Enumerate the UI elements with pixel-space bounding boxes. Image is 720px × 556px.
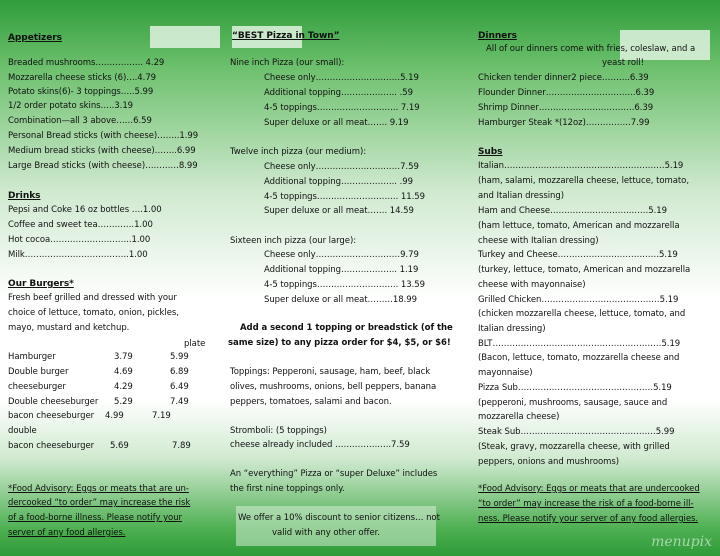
burger-price: 4.29 bbox=[114, 382, 133, 392]
food-advisory-left: of a food-borne illness. Please notify your bbox=[8, 513, 182, 523]
sub-line: (ham lettuce, tomato, American and mozzarella bbox=[478, 221, 680, 231]
appetizer-item: Medium bread sticks (with cheese)……..6.99 bbox=[8, 146, 196, 156]
burgers-heading: Our Burgers* bbox=[8, 279, 74, 289]
appetizer-item: Potato skins(6)- 3 toppings…..5.99 bbox=[8, 87, 154, 97]
pizza-price-item: Cheese only…………………………5.19 bbox=[264, 73, 419, 83]
plate-label: plate bbox=[184, 339, 206, 349]
pizza-price-item: Cheese only…………………………9.79 bbox=[264, 250, 419, 260]
pizza-toppings: olives, mushrooms, onions, bell peppers, banana bbox=[230, 382, 437, 392]
dinners-heading: Dinners bbox=[478, 31, 517, 41]
stromboli: Stromboli: (5 toppings) bbox=[230, 426, 327, 436]
food-advisory-left: server of any food allergies. bbox=[8, 528, 126, 538]
sub-line: cheese with Italian dressing) bbox=[478, 236, 599, 246]
sub-line: Ham and Cheese………………………..……5.19 bbox=[478, 206, 667, 216]
food-advisory-right: “to order” may increase the risk of a food-borne ill- bbox=[478, 499, 694, 509]
right-column bbox=[462, 0, 720, 556]
burger-name: double bbox=[8, 426, 37, 436]
sub-line: BLT……………………………………………………5.19 bbox=[478, 339, 681, 349]
burger-name: cheeseburger bbox=[8, 382, 66, 392]
sub-line: Pizza Sub…………………………………………5.19 bbox=[478, 383, 672, 393]
pizza-toppings: peppers, tomatoes, salami and bacon. bbox=[230, 397, 392, 407]
dinners-intro: All of our dinners come with fries, coleslaw, and a bbox=[486, 44, 696, 54]
sub-line: mayonnaise) bbox=[478, 368, 533, 378]
burger-price: 5.29 bbox=[114, 397, 133, 407]
appetizers-heading: Appetizers bbox=[8, 33, 62, 43]
sub-line: Grilled Chicken……………………………………5.19 bbox=[478, 295, 679, 305]
stromboli: cheese already included ………………..7.59 bbox=[230, 440, 410, 450]
burger-name: Double cheeseburger bbox=[8, 397, 99, 407]
pizza-price-item: 4-5 toppings……………………….. 13.59 bbox=[264, 280, 425, 290]
burger-price: 4.99 bbox=[105, 411, 124, 421]
sub-line: Turkey and Cheese………………………………5.19 bbox=[478, 250, 678, 260]
sub-line: (ham, salami, mozzarella cheese, lettuce, tomato, bbox=[478, 176, 689, 186]
everything-pizza-note: An “everything” Pizza or “super Deluxe” includes bbox=[230, 469, 438, 479]
dinner-item: Shrimp Dinner…………………………….6.39 bbox=[478, 103, 654, 113]
sub-line: Steak Sub…………………………………………5.99 bbox=[478, 427, 675, 437]
sub-line: (pepperoni, mushrooms, sausage, sauce and bbox=[478, 398, 668, 408]
pizza-toppings: Toppings: Pepperoni, sausage, ham, beef, black bbox=[230, 367, 431, 377]
subs-heading: Subs bbox=[478, 147, 503, 157]
pizza-price-item: Additional topping……………….. .99 bbox=[264, 177, 413, 187]
food-advisory-left: dercooked “to order” may increase the risk bbox=[8, 498, 191, 508]
watermark: menupix bbox=[651, 534, 712, 550]
senior-discount: valid with any other offer. bbox=[272, 528, 380, 538]
pizza-price-item: Super deluxe or all meat……. 9.19 bbox=[264, 118, 409, 128]
burger-plate-price: 7.19 bbox=[152, 411, 171, 421]
burger-plate-price: 7.89 bbox=[172, 441, 191, 451]
burger-plate-price: 7.49 bbox=[170, 397, 189, 407]
everything-pizza-note: the first nine toppings only. bbox=[230, 484, 345, 494]
pizza-price-item: Super deluxe or all meat………18.99 bbox=[264, 295, 417, 305]
middle-column bbox=[222, 0, 462, 556]
appetizer-item: Mozzarella cheese sticks (6)….4.79 bbox=[8, 73, 157, 83]
burger-price: 4.69 bbox=[114, 367, 133, 377]
burger-plate-price: 6.89 bbox=[170, 367, 189, 377]
sub-line: (Bacon, lettuce, tomato, mozzarella cheese and bbox=[478, 353, 680, 363]
pizza-size-heading: Sixteen inch pizza (our large): bbox=[230, 236, 357, 246]
dinners-intro: yeast roll! bbox=[602, 58, 645, 68]
burgers-description: choice of lettuce, tomato, onion, pickles, bbox=[8, 308, 179, 318]
sub-line: mozzarella cheese) bbox=[478, 412, 560, 422]
appetizer-item: 1/2 order potato skins…..3.19 bbox=[8, 101, 134, 111]
burger-plate-price: 5.99 bbox=[170, 352, 189, 362]
burger-plate-price: 6.49 bbox=[170, 382, 189, 392]
burger-name: bacon cheeseburger bbox=[8, 441, 95, 451]
sub-line: (Steak, gravy, mozzarella cheese, with grilled bbox=[478, 442, 670, 452]
sub-line: Italian…………………………………………………5.19 bbox=[478, 161, 684, 171]
burger-price: 5.69 bbox=[110, 441, 129, 451]
pizza-price-item: 4-5 toppings……………………….. 11.59 bbox=[264, 192, 425, 202]
burgers-description: mayo, mustard and ketchup. bbox=[8, 323, 130, 333]
appetizer-item: Personal Bread sticks (with cheese)……..1.99 bbox=[8, 131, 199, 141]
drinks-heading: Drinks bbox=[8, 191, 41, 201]
burger-name: Hamburger bbox=[8, 352, 56, 362]
appetizer-item: Large Bread sticks (with cheese)…………8.99 bbox=[8, 161, 198, 171]
dinner-item: Flounder Dinner…………………………..6.39 bbox=[478, 88, 655, 98]
drink-item: Milk……………………………….1.00 bbox=[8, 250, 148, 260]
pizza-heading: “BEST Pizza in Town” bbox=[232, 31, 340, 41]
sub-line: (turkey, lettuce, tomato, American and mozzarella bbox=[478, 265, 691, 275]
pizza-price-item: Additional topping……………….. 1.19 bbox=[264, 265, 419, 275]
dinner-item: Chicken tender dinner2 piece……….6.39 bbox=[478, 73, 649, 83]
food-advisory-right: ness. Please notify your server of any food allergies. bbox=[478, 514, 699, 524]
sub-line: and Italian dressing) bbox=[478, 191, 564, 201]
sub-line: Italian dressing) bbox=[478, 324, 546, 334]
appetizer-item: Breaded mushrooms…………….. 4.29 bbox=[8, 58, 165, 68]
pizza-price-item: Additional topping……………….. .59 bbox=[264, 88, 413, 98]
burger-name: bacon cheeseburger bbox=[8, 411, 95, 421]
left-column bbox=[0, 0, 222, 556]
pizza-size-heading: Nine inch Pizza (our small): bbox=[230, 58, 345, 68]
drink-item: Coffee and sweet tea………….1.00 bbox=[8, 220, 153, 230]
appetizer-item: Combination—all 3 above……6.59 bbox=[8, 116, 152, 126]
drink-item: Pepsi and Coke 16 oz bottles ….1.00 bbox=[8, 205, 162, 215]
drink-item: Hot cocoa………………………..1.00 bbox=[8, 235, 151, 245]
food-advisory-left: *Food Advisory: Eggs or meats that are un- bbox=[8, 484, 189, 494]
pizza-price-item: Super deluxe or all meat……. 14.59 bbox=[264, 206, 414, 216]
burgers-description: Fresh beef grilled and dressed with your bbox=[8, 293, 177, 303]
pizza-promo: same size) to any pizza order for $4, $5, or $6! bbox=[228, 338, 451, 348]
food-advisory-right: *Food Advisory: Eggs or meats that are undercooked bbox=[478, 484, 700, 494]
senior-discount: We offer a 10% discount to senior citizens… not bbox=[238, 513, 440, 523]
sub-line: cheese with mayonnaise) bbox=[478, 280, 586, 290]
burger-price: 3.79 bbox=[114, 352, 133, 362]
pizza-size-heading: Twelve inch pizza (our medium): bbox=[230, 147, 367, 157]
pizza-price-item: 4-5 toppings……………………….. 7.19 bbox=[264, 103, 420, 113]
pizza-promo: Add a second 1 topping or breadstick (of the bbox=[240, 323, 453, 333]
dinner-item: Hamburger Steak *(12oz)…………….7.99 bbox=[478, 118, 650, 128]
sub-line: (chicken mozzarella cheese, lettuce, tomato, and bbox=[478, 309, 686, 319]
burger-name: Double burger bbox=[8, 367, 69, 377]
pizza-price-item: Cheese only…………………………7.59 bbox=[264, 162, 419, 172]
sub-line: peppers, onions and mushrooms) bbox=[478, 457, 620, 467]
